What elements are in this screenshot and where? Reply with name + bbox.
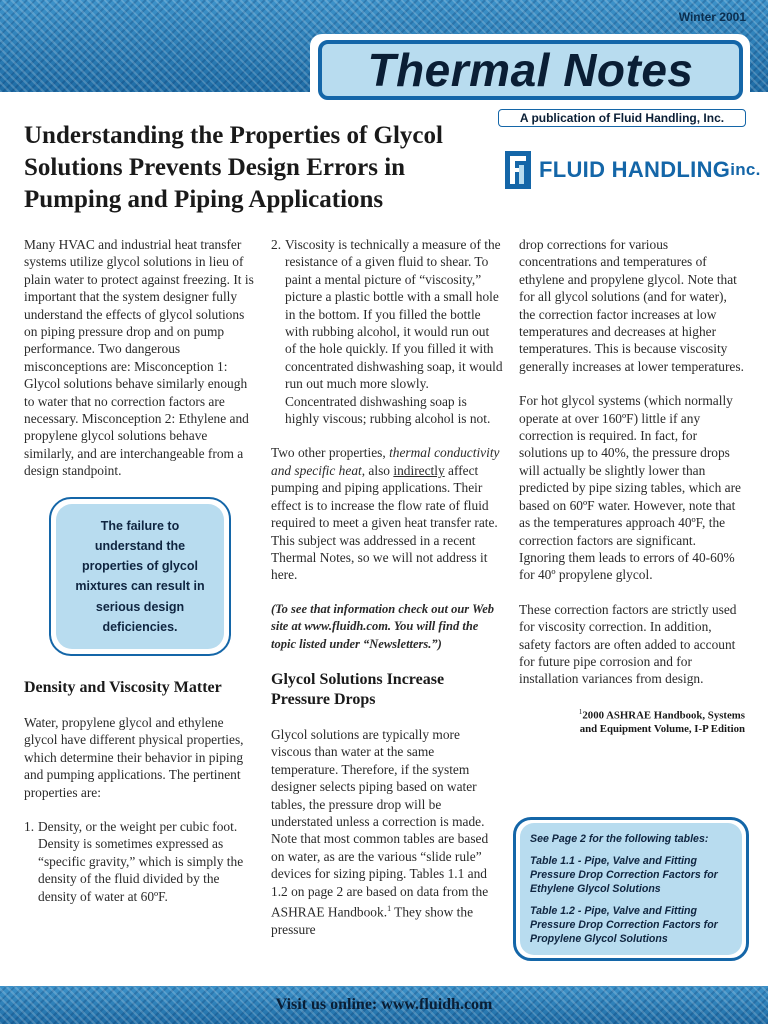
footnote-line: and Equipment Volume, I-P Edition xyxy=(579,723,745,736)
publication-line: A publication of Fluid Handling, Inc. xyxy=(498,109,746,127)
text-run: , also xyxy=(361,462,394,478)
column-1 xyxy=(24,236,256,922)
article-headline: Understanding the Properties of Glycol Solutions Prevents Design Errors in Pumping and Piping Applications xyxy=(24,122,443,213)
callout-quote: The failure to understand the properties of glycol mixtures can result in serious design deficiencies. xyxy=(56,504,224,649)
fluid-handling-logo-icon xyxy=(505,151,531,189)
section-heading-density-viscosity: Density and Viscosity Matter xyxy=(24,678,222,696)
footnote-marker: 1 xyxy=(578,707,583,716)
footnote-marker: 1 xyxy=(387,904,392,913)
issue-date: Winter 2001 xyxy=(678,10,746,24)
intro-paragraph: Many HVAC and industrial heat transfer systems utilize glycol solutions in lieu of plain water to protect against freezing. It is important that the system designer fully understand the effects of glycol solutions on piping pressure drop and on pump performance. Two dangerous misconceptions are: Misconception 1: Glycol solutions behave similarly enough to water that no correction factors are necessary. Misconception 2: Ethylene and propylene glycol solutions behave similarly, and are interchangeable from a design standpoint. xyxy=(24,237,254,479)
hot-systems-paragraph: For hot glycol systems (which normally operate at over 160ºF) little if any correction is required. In fact, for solutions up to 40%, the pressure drops will actually be slightly lower than predicted by pipe sizing tables, which are based on 60ºF water. However, note that as the temperatures approach 40ºF, the correction factors are significant. Ignoring them leads to errors of 40-60% for 40º propylene glycol. xyxy=(519,393,741,583)
footer-website-link[interactable]: Visit us online: www.fluidh.com xyxy=(275,996,493,1013)
column-2 xyxy=(271,236,503,955)
table-reference-1-2: Table 1.2 - Pipe, Valve and Fitting Pressure Drop Correction Factors for Propylene Glycol Solutions xyxy=(530,905,718,945)
text-run: affect pumping and piping applications. Their effect is to increase the flow rate of fluid required to meet a given heat transfer rate. This subject was addressed in a recent Thermal Notes, so we will not address it here. xyxy=(271,462,498,583)
list-item-text: Density, or the weight per cubic foot. Density is sometimes expressed as “specific gravity,” which is simply the density of the fluid divided by the density of water at 60ºF. xyxy=(38,818,244,904)
column-3 xyxy=(519,236,745,770)
list-item-viscosity xyxy=(271,236,503,427)
text-run: Two other properties, xyxy=(271,445,390,461)
section-heading-pressure-drops: Glycol Solutions Increase Pressure Drops xyxy=(271,670,445,708)
list-item-text: Viscosity is technically a measure of the resistance of a given fluid to shear. To paint a mental picture of “viscosity,” picture a plastic bottle with a small hole in the bottom. If you filled the bottle with rubbing alcohol, it would run out of the hole quickly. If you filled it with concentrated dishwashing soap, it would run out much more slowly. Concentrated dishwashing soap is highly viscous; rubbing alcohol is not. xyxy=(285,237,503,427)
underlined-text: indirectly xyxy=(393,462,445,478)
tables-box xyxy=(520,823,742,955)
footer-band xyxy=(0,986,768,1024)
callout-frame xyxy=(49,497,231,656)
density-viscosity-paragraph: Water, propylene glycol and ethylene glycol have different physical properties, which determine their behavior in piping and pumping applications. The pertinent properties are: xyxy=(24,714,244,800)
web-site-note: (To see that information check out our Web site at www.fluidh.com. You will find the topic listed under “Newsletters.”) xyxy=(271,601,495,651)
text-run: Glycol solutions are typically more viscous than water at the same temperature. Therefore, if the system designer selects piping based on water tables, the pressure drop will be understated unless a correction is made. Note that most common tables are based on water, as are the various “slide rule” devices for sizing piping. Tables 1.1 and 1.2 on page 2 are based on data from the ASHRAE Handbook. xyxy=(271,726,489,920)
table-reference-1-1: Table 1.1 - Pipe, Valve and Fitting Pressure Drop Correction Factors for Ethylene Glycol Solutions xyxy=(530,855,718,895)
italic-text: thermal conductivity and specific heat xyxy=(271,445,500,478)
masthead-title: Thermal Notes xyxy=(367,44,694,96)
list-item-number: 2. xyxy=(271,237,282,252)
correction-paragraph: drop corrections for various concentrations and temperatures of ethylene and propylene glycol. Note that for all glycol solutions (and for water), the correction factor increases at low temperatures and decreases at higher temperatures. This is because viscosity generally increases at lower temperatures. xyxy=(519,237,744,374)
other-properties-paragraph xyxy=(271,444,503,583)
pressure-drops-paragraph xyxy=(271,726,503,938)
logo-suffix: inc. xyxy=(730,160,761,179)
footnote xyxy=(519,705,745,737)
list-item-density xyxy=(24,818,256,905)
text-run: They show the pressure xyxy=(271,904,474,937)
company-logo xyxy=(505,150,761,190)
footnote-line: 2000 ASHRAE Handbook, Systems xyxy=(582,709,745,722)
masthead xyxy=(318,40,743,100)
tables-box-intro: See Page 2 for the following tables: xyxy=(530,833,709,845)
list-item-number: 1. xyxy=(24,818,35,834)
safety-factors-paragraph: These correction factors are strictly used for viscosity correction. In addition, safety factors are often added to account for future pipe corrosion and for installation variances from design. xyxy=(519,601,737,687)
logo-name: FLUID HANDLING xyxy=(539,157,731,182)
